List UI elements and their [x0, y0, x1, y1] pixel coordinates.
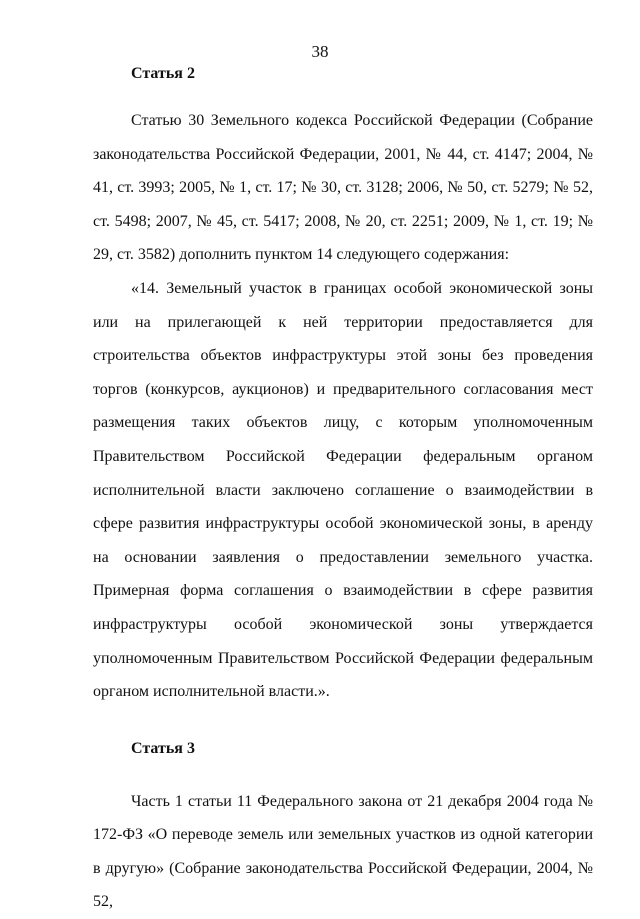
article-2-quoted-paragraph: «14. Земельный участок в границах особой экономической зоны или на прилегающей к ней территории предоставляется для строительства объектов инфраструктуры этой зоны без проведения торгов (конкурсов, аукционов) и предварительного согласования мест размещения таких объектов лицу, с которым уполномоченным Правительством Российской Федерации федеральным органом исполнительной власти заключено соглашение о взаимодействии в сфере развития инфраструктуры особой экономической зоны, в аренду на основании заявления о предоставлении земельного участка. Примерная форма соглашения о взаимодействии в сфере развития инфраструктуры особой экономической зоны утверждается уполномоченным Правительством Российской Федерации федеральным органом исполнительной власти.».	[93, 279, 593, 701]
page-number: 38	[311, 42, 329, 61]
article-3-heading: Статья 3	[131, 739, 195, 757]
article-2-intro-paragraph: Статью 30 Земельного кодекса Российской Федерации (Собрание законодательства Российской Федерации, 2001, № 44, ст. 4147; 2004, № 41, ст. 3993; 2005, № 1, ст. 17; № 30, ст. 3128; 2006, № 50, ст. 5279; № 52, ст. 5498; 2007, № 45, ст. 5417; 2008, № 20, ст. 2251; 2009, № 1, ст. 19; № 29, ст. 3582) дополнить пунктом 14 следующего содержания:	[93, 112, 593, 264]
article-3-intro-paragraph: Часть 1 статьи 11 Федерального закона от 21 декабря 2004 года № 172-ФЗ «О переводе земель или земельных участков из одной категории в другую» (Собрание законодательства Российской Федерации, 2004, № 52,	[93, 792, 593, 911]
document-body	[93, 60, 593, 919]
article-2-heading: Статья 2	[131, 65, 195, 82]
